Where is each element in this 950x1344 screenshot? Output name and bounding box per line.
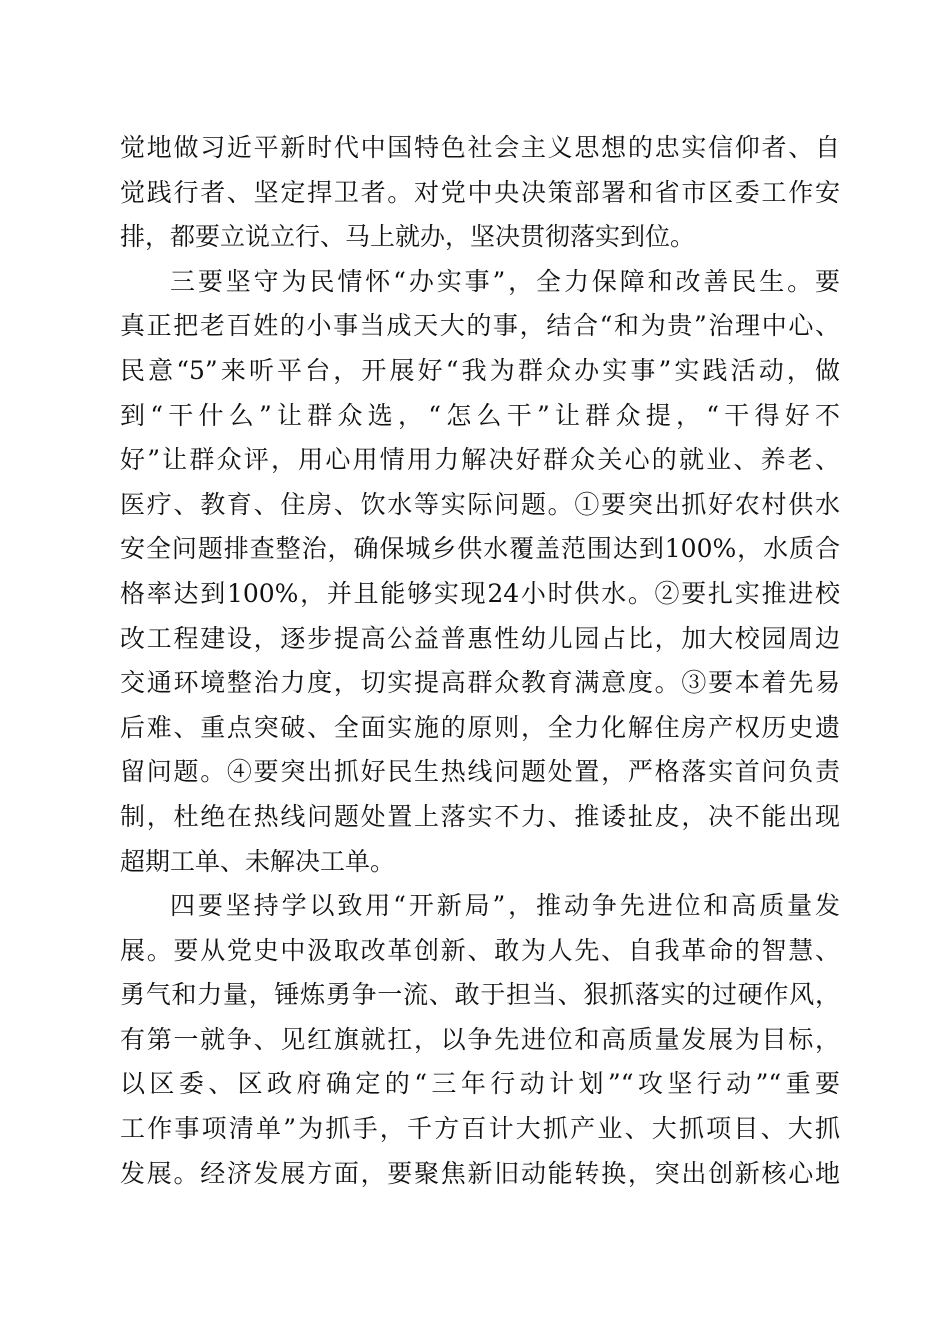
text-line: 交通环境整治力度，切实提高群众教育满意度。③要本着先易	[120, 668, 840, 698]
text-line: 觉地做习近平新时代中国特色社会主义思想的忠实信仰者、自	[120, 133, 840, 162]
text-line: 展。要从党史中汲取改革创新、敢为人先、自我革命的智慧、	[120, 935, 840, 965]
text-line: 医疗、教育、住房、饮水等实际问题。①要突出抓好农村供水	[120, 489, 840, 519]
text-line: 制，杜绝在热线问题处置上落实不力、推诿扯皮，决不能出现	[120, 801, 840, 831]
text-line: 超期工单、未解决工单。	[120, 846, 396, 876]
text-line: 工作事项清单”为抓手，千方百计大抓产业、大抓项目、大抓	[120, 1114, 840, 1144]
text-line: 排，都要立说立行、马上就办，坚决贯彻落实到位。	[120, 222, 696, 252]
text-line: 勇气和力量，锤炼勇争一流、敢于担当、狠抓落实的过硬作风，	[120, 980, 840, 1010]
text-line: 好”让群众评，用心用情用力解决好群众关心的就业、养老、	[120, 445, 840, 475]
text-line: 觉践行者、坚定捍卫者。对党中央决策部署和省市区委工作安	[120, 177, 840, 207]
text-line: 留问题。④要突出抓好民生热线问题处置，严格落实首问负责	[120, 757, 840, 787]
text-line: 到“干什么”让群众选，“怎么干”让群众提，“干得好不	[120, 400, 840, 430]
paragraph-start-line: 四要坚持学以致用“开新局”，推动争先进位和高质量发	[170, 891, 840, 921]
text-line: 格率达到100%，并且能够实现24小时供水。②要扎实推进校	[120, 578, 840, 608]
text-line: 安全问题排查整治，确保城乡供水覆盖范围达到100%，水质合	[120, 534, 840, 564]
text-line: 发展。经济发展方面，要聚焦新旧动能转换，突出创新核心地	[120, 1158, 840, 1188]
text-line: 真正把老百姓的小事当成天大的事，结合“和为贵”治理中心、	[120, 311, 840, 341]
text-line: 以区委、区政府确定的“三年行动计划”“攻坚行动”“重要	[120, 1069, 840, 1099]
body-text	[120, 126, 840, 1196]
text-line: 有第一就争、见红旗就扛，以争先进位和高质量发展为目标，	[120, 1024, 840, 1054]
text-line: 后难、重点突破、全面实施的原则，全力化解住房产权历史遗	[120, 712, 840, 742]
text-line: 民意“5”来听平台，开展好“我为群众办实事”实践活动，做	[120, 355, 840, 385]
text-line: 改工程建设，逐步提高公益普惠性幼儿园占比，加大校园周边	[120, 623, 840, 653]
paragraph-start-line: 三要坚守为民情怀“办实事”，全力保障和改善民生。要	[170, 266, 840, 296]
